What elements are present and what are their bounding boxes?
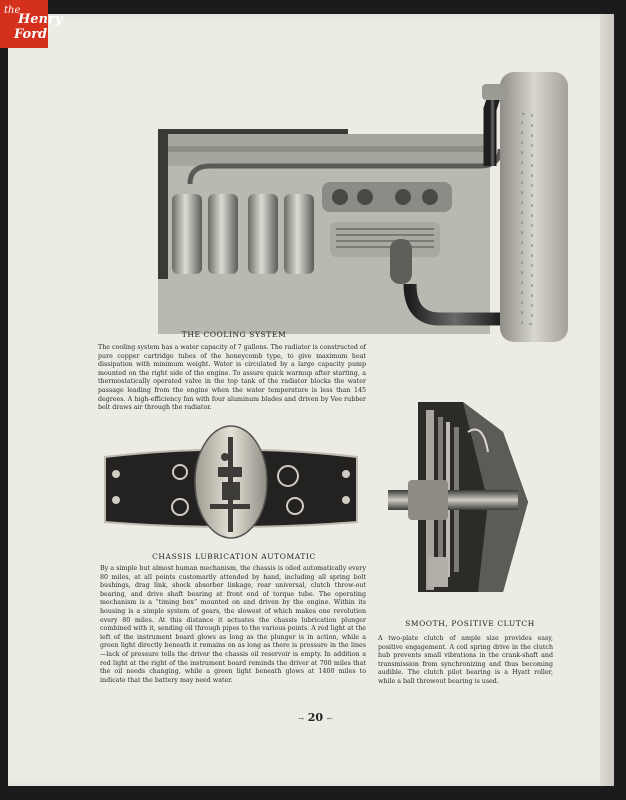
instrument-board-illustration	[100, 422, 362, 540]
page-number: → 20 ←	[298, 711, 333, 724]
cooling-system-text: The cooling system has a water capacity of 7 gallons. The radiator is constructed of pure copper cartridge tubes of the honeycomb type, to give maximum heat dissipation with minimum weight. Water is circulated by a large capacity pump mounted on the right side of the engine. To assure quick warmup after starting, a thermostatically operated valve in the top tank of the radiator blocks the water passage leading from the engine when the water temperature is less than 145 degrees. A high-efficiency fan with four aluminum blades and driven by Vee rubber belt draws air through the radiator.	[98, 344, 366, 412]
arrow-right-icon: →	[298, 715, 304, 723]
chassis-lubrication-title: CHASSIS LUBRICATION AUTOMATIC	[152, 552, 316, 561]
cooling-system-title: THE COOLING SYSTEM	[181, 330, 287, 339]
catalog-page	[8, 14, 614, 786]
page-spine	[600, 14, 614, 786]
clutch-cutaway-illustration	[388, 392, 538, 602]
clutch-title: SMOOTH, POSITIVE CLUTCH	[405, 619, 535, 628]
engine-cooling-illustration	[150, 54, 572, 354]
chassis-lubrication-text: By a simple but almost human mechanism, the chassis is oiled automatically every 80 miles, at all points customarily attended by hand, including all spring bolt bushings, drag link, shock absorber linkage, rear universal, clutch throw-out bearing, and drive shaft bearing at front end of torque tube. The operating mechanism is a “timing box” mounted on and driven by the engine. Within its housing is a simple system of gears, the slowest of which makes one revolution every 80 miles. At this distance it actuates the chassis lubrication plunger combined with it, sending oil through pipes to the various points. A red light at the left of the instrument board glows as long as the plunger is in action, while a green light directly beneath it remains on as long as there is pressure in the lines—lack of pressure tells the driver the chassis oil reservoir is empty. In addition a red light at the right of the instrument board reminds the driver at 700 miles that the oil needs changing, while a green light beneath glows at 1400 miles to indicate that the battery may need water.	[100, 565, 366, 684]
henry-ford-logo: the Henry Ford	[0, 0, 48, 48]
radiator	[500, 72, 568, 342]
clutch-text: A two-plate clutch of ample size provides easy, positive engagement. A coil spring drive in the clutch hub prevents small vibrations in the crank-shaft and transmission from synchronizing and thus becoming audible. The clutch pilot bearing is a Hyatt roller, while a ball throwout bearing is used.	[378, 635, 553, 685]
arrow-left-icon: ←	[326, 715, 333, 723]
